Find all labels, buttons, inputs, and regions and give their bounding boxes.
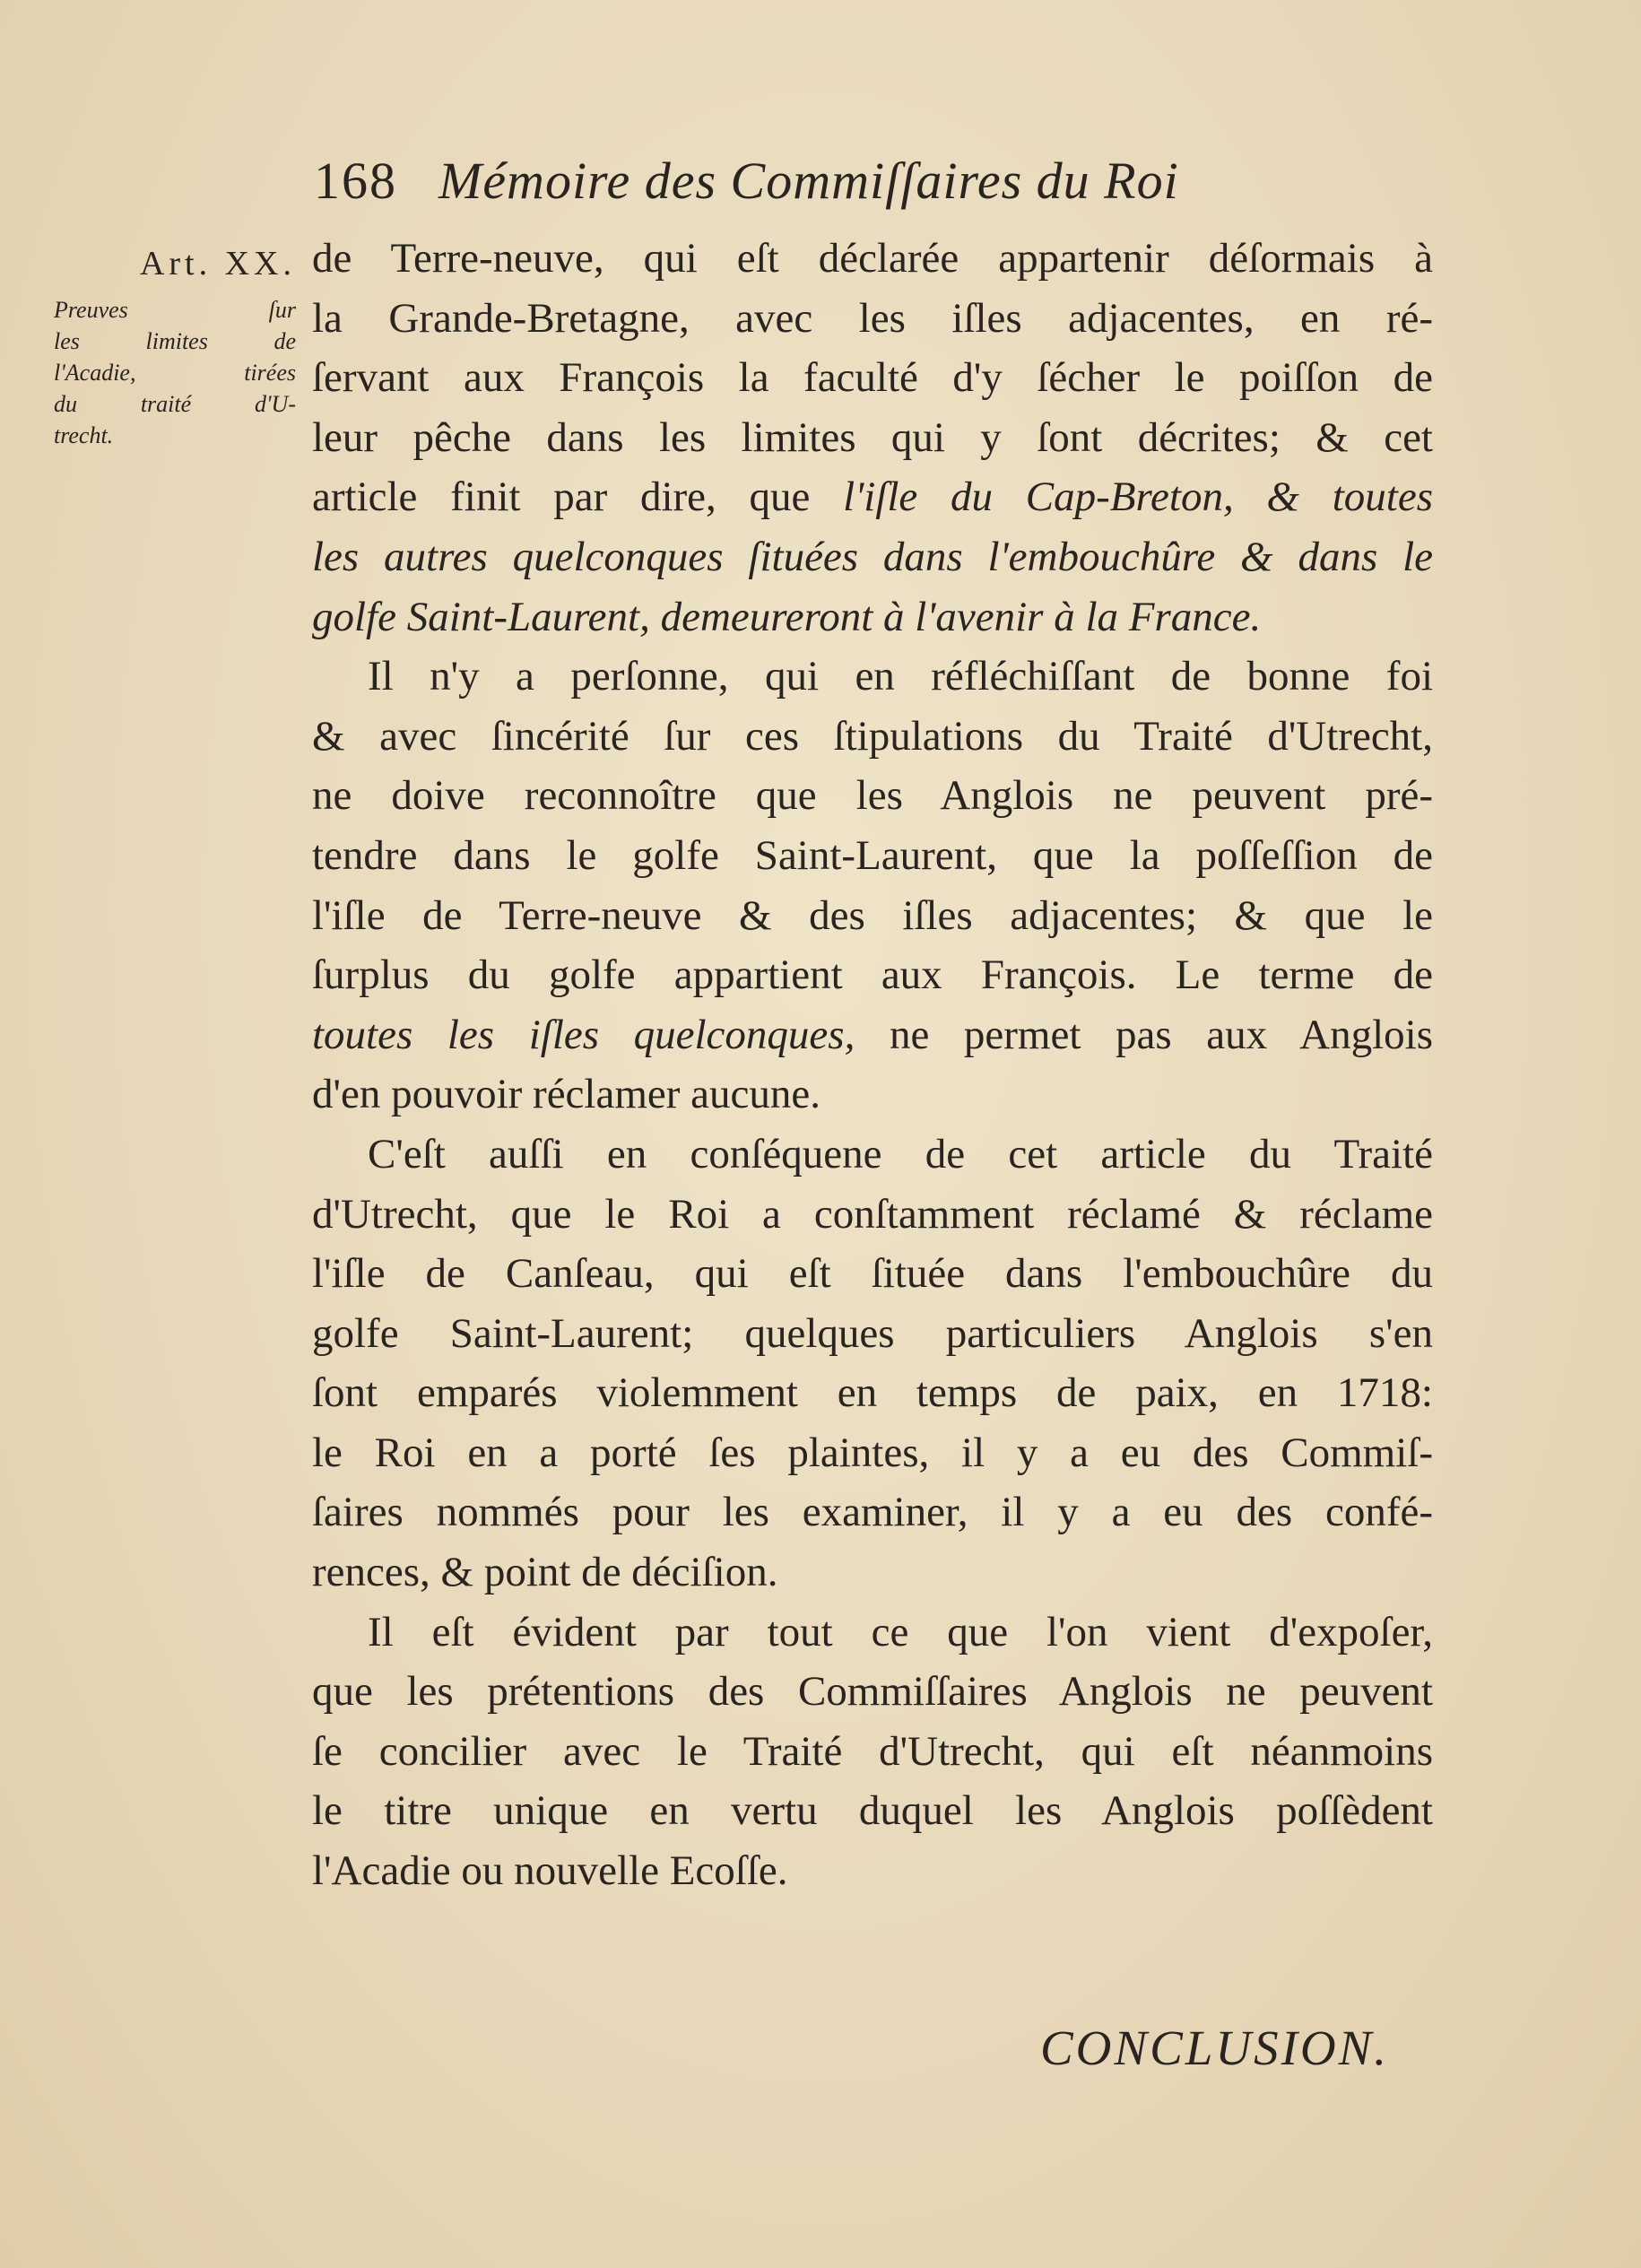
text-line	[312, 1304, 1433, 1364]
text-line	[312, 467, 1433, 527]
text-segment: ſervant aux François la faculté d'y ſécher le poiſſon de	[312, 354, 1433, 402]
body-text	[312, 229, 1433, 1901]
margin-note-lines	[54, 294, 296, 451]
text-segment: ne permet pas aux Anglois	[855, 1011, 1434, 1058]
text-line	[312, 1423, 1433, 1483]
text-line	[312, 587, 1433, 647]
text-line	[312, 1841, 1433, 1901]
section-heading-conclusion: CONCLUSION.	[1040, 2020, 1390, 2075]
text-segment: ſurplus du golfe appartient aux François. Le terme de	[312, 952, 1433, 999]
text-segment: l'Acadie ou nouvelle Ecoſſe.	[312, 1847, 788, 1895]
text-line	[312, 826, 1433, 886]
text-segment: de Terre-neuve, qui eſt déclarée appartenir déſormais à	[312, 235, 1433, 282]
text-line	[312, 1363, 1433, 1423]
text-segment: ſaires nommés pour les examiner, il y a eu des confé-	[312, 1489, 1433, 1536]
text-segment: article finit par dire, que	[312, 474, 844, 521]
margin-note-line: du traité d'U-	[54, 391, 296, 417]
text-line	[312, 229, 1433, 289]
margin-note-line: les limites de	[54, 328, 296, 354]
italic-text: golfe Saint-Laurent, demeureront à l'avenir à la France.	[312, 593, 1262, 640]
text-segment: tendre dans le golfe Saint-Laurent, que la poſſeſſion de	[312, 831, 1433, 879]
text-segment: le Roi en a porté ſes plaintes, il y a eu des Commiſ-	[312, 1429, 1433, 1476]
text-segment: la Grande-Bretagne, avec les iſles adjacentes, en ré-	[312, 294, 1433, 342]
text-line	[312, 886, 1433, 946]
text-line	[312, 1125, 1433, 1185]
italic-text: l'iſle du Cap-Breton, & toutes	[843, 474, 1433, 521]
text-line	[312, 1005, 1433, 1065]
text-segment: d'Utrecht, que le Roi a conſtamment réclamé & réclame	[312, 1190, 1433, 1238]
text-line	[312, 1603, 1433, 1663]
margin-note-line: l'Acadie, tirées	[54, 360, 296, 386]
text-line	[312, 707, 1433, 767]
text-line	[312, 289, 1433, 349]
margin-note-line: Preuves ſur	[54, 297, 296, 323]
text-segment: l'iſle de Canſeau, qui eſt ſituée dans l'embouchûre du	[312, 1250, 1433, 1298]
text-line	[312, 1662, 1433, 1722]
text-line	[312, 1781, 1433, 1841]
italic-text: toutes les iſles quelconques,	[312, 1011, 855, 1058]
text-line	[312, 945, 1433, 1005]
text-segment: Il eſt évident par tout ce que l'on vient d'expoſer,	[368, 1608, 1433, 1655]
text-segment: Il n'y a perſonne, qui en réfléchiſſant de bonne foi	[368, 653, 1433, 700]
margin-note-line: trecht.	[54, 422, 114, 448]
text-segment: le titre unique en vertu duquel les Anglois poſſèdent	[312, 1787, 1433, 1835]
margin-note	[54, 244, 296, 451]
margin-article-number: Art. XX.	[139, 245, 296, 282]
text-segment: leur pêche dans les limites qui y ſont décrites; & cet	[312, 413, 1433, 461]
italic-text: les autres quelconques ſituées dans l'embouchûre & dans le	[312, 533, 1433, 580]
text-line	[312, 1244, 1433, 1304]
text-segment: & avec ſincérité ſur ces ſtipulations du Traité d'Utrecht,	[312, 712, 1433, 760]
text-segment: ſe concilier avec le Traité d'Utrecht, qui eſt néanmoins	[312, 1727, 1433, 1775]
text-line	[312, 348, 1433, 408]
text-line	[312, 408, 1433, 468]
text-segment: golfe Saint-Laurent; quelques particuliers Anglois s'en	[312, 1309, 1433, 1357]
text-segment: d'en pouvoir réclamer aucune.	[312, 1071, 820, 1118]
running-title: Mémoire des Commiſſaires du Roi	[438, 152, 1179, 210]
text-line	[312, 766, 1433, 826]
text-segment: que les prétentions des Commiſſaires Anglois ne peuvent	[312, 1668, 1433, 1716]
text-line	[312, 1482, 1433, 1542]
text-segment: C'eſt auſſi en conſéquene de cet article du Traité	[368, 1130, 1433, 1177]
text-line	[312, 1722, 1433, 1782]
page-header	[314, 151, 1300, 222]
text-segment: ne doive reconnoître que les Anglois ne peuvent pré-	[312, 772, 1433, 820]
page-number: 168	[314, 152, 397, 210]
text-line	[312, 1185, 1433, 1245]
text-segment: ſont emparés violemment en temps de paix, en 1718:	[312, 1369, 1433, 1417]
text-line	[312, 1064, 1433, 1125]
text-segment: rences, & point de déciſion.	[312, 1549, 778, 1596]
text-line	[312, 1542, 1433, 1603]
text-line	[312, 527, 1433, 587]
text-segment: l'iſle de Terre-neuve & des iſles adjacentes; & que le	[312, 891, 1433, 939]
text-line	[312, 647, 1433, 707]
